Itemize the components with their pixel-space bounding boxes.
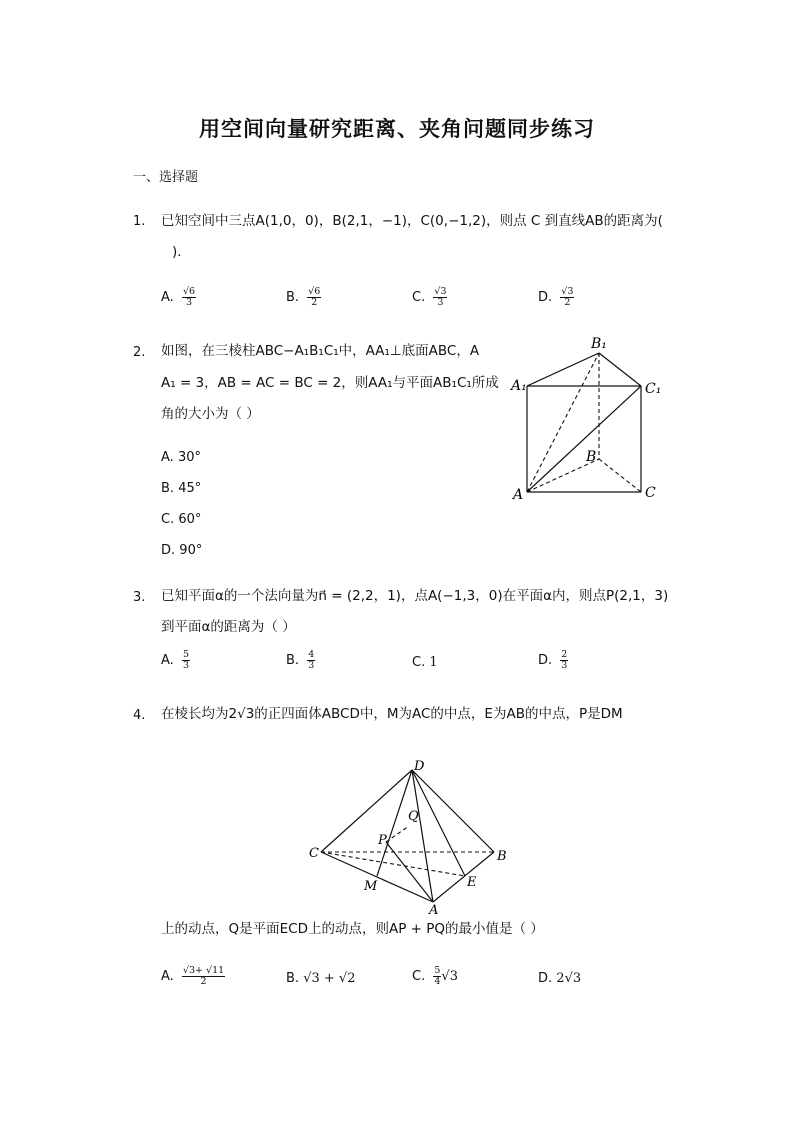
tetrahedron-figure (305, 758, 515, 916)
option-b: B. 45° (161, 481, 202, 496)
fraction: $\frac{5}{4}$ (434, 965, 441, 987)
label-q: Q (408, 809, 419, 824)
question-stem-line-3: 角的大小为（ ） (161, 406, 260, 422)
question-stem-line-1: 已知空间中三点A(1,0，0)，B(2,1，−1)，C(0,−1,2)，则点 C 到直线AB的距离为( (161, 213, 663, 229)
option-a: A. 30° (161, 450, 201, 465)
fraction: $\frac{4}{3}$ (308, 649, 315, 671)
fraction: $\frac{√3+ √11}{2}$ (182, 965, 225, 987)
question-stem-line-1: 如图，在三棱柱ABC−A₁B₁C₁中，AA₁⊥底面ABC，A (161, 343, 480, 359)
label-b1: B₁ (591, 336, 607, 352)
label-a: A (429, 903, 439, 916)
section-heading: 一、选择题 (133, 170, 199, 185)
option-a: A. $\frac{√3+ √11}{2}$ (161, 965, 225, 987)
question-stem-line-1: 在棱长均为2√3的正四面体ABCD中，M为AC的中点，E为AB的中点，P是DM (161, 706, 623, 722)
option-c: C. $\frac{√3}{3}$ (412, 286, 447, 308)
question-number: 1. (133, 214, 146, 229)
page-title: 用空间向量研究距离、夹角问题同步练习 (199, 117, 595, 141)
question-stem-line-2: 上的动点，Q是平面ECD上的动点，则AP + PQ的最小值是（ ） (161, 921, 544, 937)
label-a: A (513, 487, 524, 503)
option-d: D. 90° (161, 543, 203, 558)
label-c: C (309, 846, 319, 861)
fraction: $\frac{√3}{3}$ (434, 286, 447, 308)
fraction: $\frac{√3}{2}$ (561, 286, 574, 308)
fraction: $\frac{√6}{2}$ (308, 286, 321, 308)
question-stem-line-2: )． (172, 244, 191, 260)
label-b: B (586, 449, 597, 465)
option-a: A. $\frac{√6}{3}$ (161, 286, 196, 308)
option-c: C. $\frac{5}{4}$ √3 (412, 965, 458, 987)
fraction: $\frac{√6}{3}$ (182, 286, 196, 308)
question-number: 3. (133, 590, 146, 605)
option-c: C. 1 (412, 655, 438, 670)
label-e: E (467, 875, 477, 890)
question-stem-line-1: 已知平面α的一个法向量为n⃗ = (2,2，1)，点A(−1,3，0)在平面α内，则点P(2,1，3) (161, 588, 669, 604)
option-d: D. 2√3 (538, 971, 582, 986)
label-c1: C₁ (645, 381, 662, 397)
prism-figure (505, 332, 675, 507)
label-m: M (364, 879, 378, 894)
question-stem-line-2: 到平面α的距离为（ ） (161, 619, 296, 635)
option-b: B. $\frac{√6}{2}$ (286, 286, 321, 308)
question-stem-line-2: A₁ = 3，AB = AC = BC = 2，则AA₁与平面AB₁C₁所成 (161, 375, 499, 391)
question-number: 4. (133, 708, 146, 723)
label-c: C (645, 485, 656, 501)
fraction: $\frac{5}{3}$ (182, 649, 189, 671)
label-a1: A₁ (511, 378, 527, 394)
option-d: D. $\frac{√3}{2}$ (538, 286, 574, 308)
fraction: $\frac{2}{3}$ (561, 649, 568, 671)
label-d: D (414, 759, 425, 774)
question-number: 2. (133, 345, 146, 360)
option-c: C. 60° (161, 512, 202, 527)
label-b: B (497, 849, 507, 864)
option-a: A. $\frac{5}{3}$ (161, 649, 189, 671)
option-d: D. $\frac{2}{3}$ (538, 649, 568, 671)
label-p: P (378, 833, 387, 848)
option-b: B. √3 + √2 (286, 971, 356, 986)
option-b: B. $\frac{4}{3}$ (286, 649, 315, 671)
